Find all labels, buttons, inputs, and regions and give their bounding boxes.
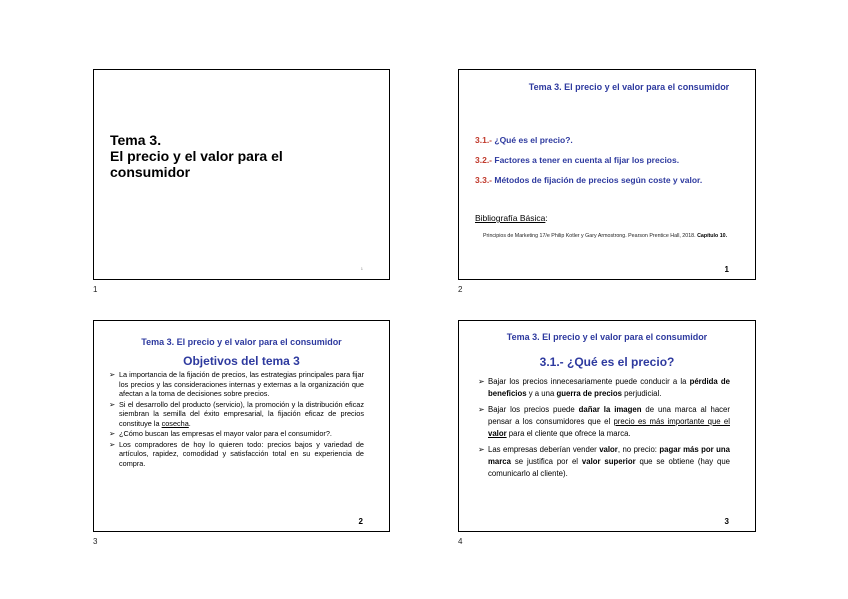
slide-subtitle: 3.1.- ¿Qué es el precio?: [539, 355, 675, 369]
list-item: [109, 440, 364, 469]
slide-2: [458, 69, 756, 280]
bibliography-colon: :: [545, 213, 548, 223]
bullet-text: Bajar los precios puede: [488, 405, 579, 414]
page-number: 4: [458, 537, 463, 546]
bullet-underlined-text: precio es más importante que el: [613, 417, 730, 426]
slide-1-title: [110, 132, 370, 180]
toc-item: [475, 155, 679, 165]
slide-header: Tema 3. El precio y el valor para el consumidor: [506, 332, 708, 342]
slide-header: Tema 3. El precio y el valor para el consumidor: [141, 337, 342, 347]
page-number: 2: [458, 285, 463, 294]
slide-number: 3: [724, 517, 729, 526]
bullet-text: de una marca al hacer pensar a los consumidores que el: [488, 405, 730, 426]
toc-number: 3.1.-: [475, 135, 493, 145]
bibliography-title-text: Bibliografía Básica: [475, 213, 546, 223]
list-item: [478, 444, 730, 480]
list-item: [478, 404, 730, 440]
list-item: [109, 370, 364, 399]
bullet-text: Las empresas deberían vender: [488, 445, 600, 454]
slide-3: [93, 320, 390, 532]
bullet-text: Si el desarrollo del producto (servicio), la promoción y la distribución eficaz siembran la semilla del éxito empresarial, la fijación eficaz de precios constituye la: [119, 399, 364, 428]
bullet-bold-text: valor superior: [581, 457, 636, 466]
slide-number: 1: [724, 265, 729, 274]
bullet-text: ¿Cómo buscan las empresas el mayor valor para el consumidor?.: [119, 429, 332, 438]
toc-number: 3.3.-: [475, 175, 493, 185]
bullet-text: que se obtiene (hay que comunicarlo al cliente).: [488, 457, 730, 478]
bullet-bold-text: dañar la imagen: [578, 405, 642, 414]
bullet-underlined-text: cosecha: [161, 418, 189, 428]
slide-header: Tema 3. El precio y el valor para el consumidor: [528, 82, 730, 92]
slide-subtitle: Objetivos del tema 3: [183, 354, 300, 368]
toc-item: [475, 175, 702, 185]
page-number: 3: [93, 537, 98, 546]
list-item: [109, 429, 364, 439]
bullet-list: [109, 370, 364, 469]
toc-text: Factores a tener en cuenta al fijar los precios.: [492, 155, 680, 165]
bullet-text: Bajar los precios innecesariamente puede conducir a la: [488, 377, 690, 386]
bibliography-title: [475, 213, 548, 223]
toc-text: Métodos de fijación de precios según coste y valor.: [492, 175, 703, 185]
bullet-text: se justifica por el: [510, 457, 582, 466]
bullet-text: para el cliente que ofrece la marca.: [506, 429, 631, 438]
slide-number: 2: [358, 517, 363, 526]
list-item: [109, 400, 364, 429]
bullet-text: y a una: [526, 389, 557, 398]
title-line: Tema 3.: [110, 132, 162, 148]
page-number: 1: [93, 285, 98, 294]
bullet-text: , no precio:: [617, 445, 660, 454]
bullet-text: .: [188, 418, 191, 428]
toc-item: [475, 135, 573, 145]
slide-4: [458, 320, 756, 532]
bullet-text: Los compradores de hoy lo quieren todo: precios bajos y variedad de artículos, rapidez, comodidad y satisfacción total en su experiencia de compra.: [119, 439, 364, 468]
bibliography-reference: Principios de Marketing 17/e Philip Kotler y Gary Armostrong. Pearson Prentice Hall, 2018.: [483, 233, 696, 239]
toc-number: 3.2.-: [475, 155, 493, 165]
bibliography-text: [483, 232, 739, 240]
bullet-bold-text: guerra de precios: [556, 389, 622, 398]
bullet-text: perjudicial.: [621, 389, 662, 398]
bullet-bold-text: valor: [488, 429, 507, 438]
bullet-list: [478, 376, 730, 484]
bullet-bold-text: pagar más por una marca: [488, 445, 731, 466]
slide-1-footer-mark: 1: [360, 266, 363, 271]
list-item: [478, 376, 730, 400]
title-line: El precio y el valor para el: [110, 148, 283, 164]
bibliography-chapter: Capítulo 10.: [697, 233, 728, 239]
bullet-text: La importancia de la fijación de precios, las estrategias principales para fijar los precios y las consideraciones internas y externas a la organización que afectan a la toma de decisiones sobre precios.: [119, 370, 364, 398]
slide-1: [93, 69, 390, 280]
title-line: consumidor: [110, 164, 191, 180]
toc-text: ¿Qué es el precio?.: [492, 135, 573, 145]
bullet-bold-text: pérdida de beneficios: [488, 377, 730, 398]
bullet-bold-text: valor: [599, 445, 618, 454]
